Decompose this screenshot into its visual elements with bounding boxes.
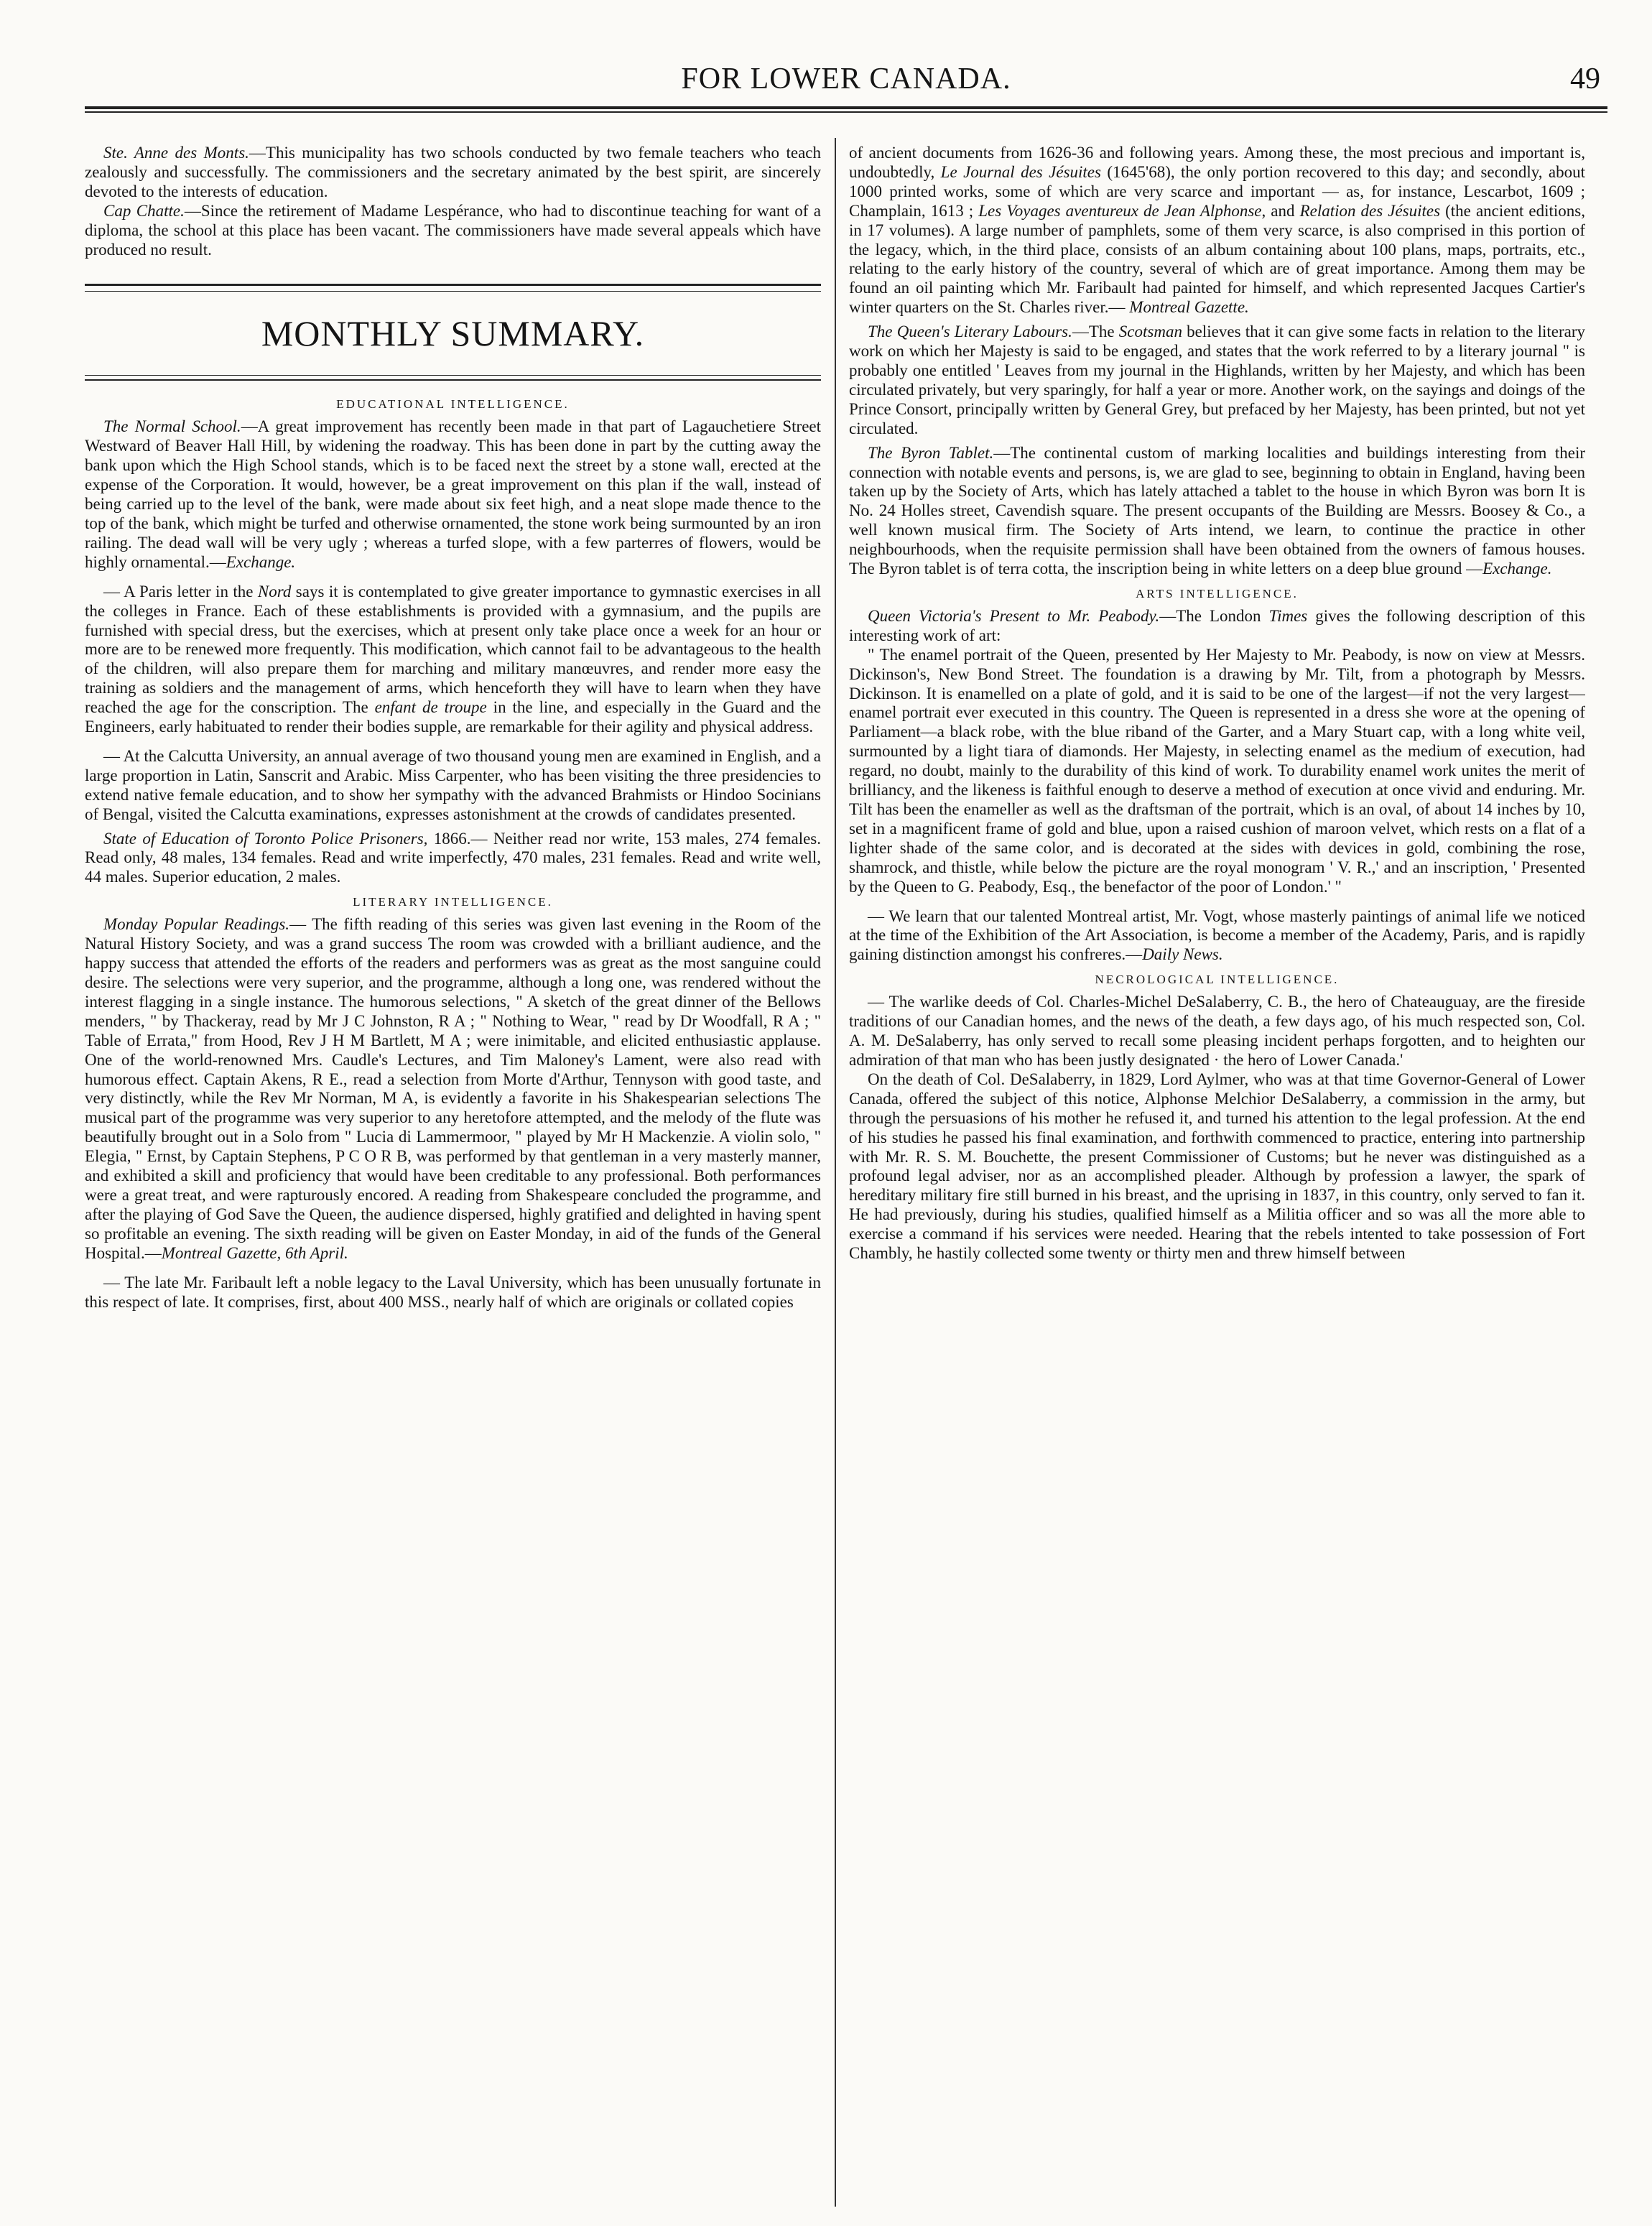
literary-intelligence-heading: LITERARY INTELLIGENCE. bbox=[353, 895, 553, 909]
summary-rule-bottom bbox=[85, 375, 821, 381]
right-column bbox=[849, 144, 1585, 2198]
column-divider bbox=[835, 138, 836, 2207]
byron-tablet-heading: The Byron Tablet. bbox=[868, 443, 994, 462]
toronto-paragraph: State of Education of Toronto Police Prisoners, 1866.— Neither read nor write, 153 males, 274 females. Read only, 48 males, 134 females. Read and write imperfectly, 470 males, 231 females. Read and write well, 44 males. Superior education, 2 males. bbox=[85, 829, 821, 886]
queens-labours-heading: The Queen's Literary Labours. bbox=[868, 323, 1072, 341]
normal-school-heading: The Normal School. bbox=[103, 417, 241, 436]
educational-intelligence-heading: EDUCATIONAL INTELLIGENCE. bbox=[336, 397, 570, 412]
desalaberry-paragraph-1: — The warlike deeds of Col. Charles-Michel DeSalaberry, C. B., the hero of Chateauguay, are the fireside traditions of our Canadian homes, and the news of the death, a few days ago, of his much respected son, Col. A. M. DeSalaberry, has only served to recall some pleasing incident perhaps forgotten, and to heighten our admiration of that man who has been justly designated · the hero of Lower Canada.' bbox=[849, 993, 1585, 1069]
faribault-continued-paragraph: of ancient documents from 1626-36 and following years. Among these, the most precious and important is, undoubtedly, Le Journal des Jésuites (1645'68), the only portion recovered to this day; and secondly, about 1000 printed works, some of which are very scarce and important — as, for instance, Lescarbot, 1609 ; Champlain, 1613 ; Les Voyages aventureux de Jean Alphonse, and Relation des Jésuites (the ancient editions, in 17 volumes). A large number of pamphlets, some of them very scarce, is also comprised in this portion of the legacy, which, in the third place, consists of an album containing about 100 plans, maps, portraits, etc., relating to the early history of the country, several of which are of great importance. Among them may be found an oil painting which Mr. Faribault had painted for himself, and which represented Jacques Cartier's winter quarters on the St. Charles river.— Montreal Gazette. bbox=[849, 144, 1585, 317]
necrological-intelligence-heading: NECROLOGICAL INTELLIGENCE. bbox=[1095, 973, 1340, 987]
normal-school-paragraph: The Normal School.—A great improvement has recently been made in that part of Lagauchetiere Street Westward of Beaver Hall Hill, by widening the roadway. This has been done in part by the cutting away the bank upon which the High School stands, which is to be faced next the street by a stone wall, erected at the expense of the Corporation. It would, however, be a great improvement on this plan if the wall, instead of being carried up to the level of the bank, were made about six feet high, and a neat slope made thence to the top of the bank, which might be turfed and otherwise ornamented, the stone work being surmounted by an iron railing. The dead wall will be very ugly ; whereas a turfed slope, with a few parterres of flowers, would be highly ornamental.—Exchange. bbox=[85, 417, 821, 571]
calcutta-paragraph: — At the Calcutta University, an annual average of two thousand young men are examined in English, and a large proportion in Latin, Sanscrit and Arabic. Miss Carpenter, who has been visiting the three presidencies to extend native female education, and to show her sympathy with the advanced Brahmists or Hindoo Socinians of Bengal, visited the Calcutta examinations, expresses astonishment at the crowds of candidates presented. bbox=[85, 746, 821, 823]
cap-chatte-paragraph: Cap Chatte.—Since the retirement of Madame Lespérance, who had to discontinue teaching for want of a diploma, the school at this place has been vacant. The commissioners have made several appeals which have produced no result. bbox=[85, 201, 821, 259]
enamel-portrait-quote: " The enamel portrait of the Queen, presented by Her Majesty to Mr. Peabody, is now on view at Messrs. Dickinson's, New Bond Street. The foundation is a drawing by Mr. Tilt, from a photograph by Messrs. Dickinson. It is enamelled on a plate of gold, and it is said to be one of the largest—if not the very largest—enamel portrait ever executed in this country. The Queen is represented in a dress she wore at the opening of Parliament—a black robe, with the blue riband of the Garter, and a Mary Stuart cap, with a long white veil, surmounted by a light tiara of diamonds. Her Majesty, in selecting enamel as the medium of execution, had regard, no doubt, mainly to the durability of this kind of work. To durability enamel work unites the merit of brilliancy, and the likeness is faithful enough to deserve a method of execution at once vivid and enduring. Mr. Tilt has been the enameller as well as the draftsman of the portrait, which is an oval, of about 14 inches by 10, set in a magnificent frame of gold and blue, upon a raised cushion of maroon velvet, which rests on a flat of a lighter shade of the same color, and is decorated at the sides with devices in gold, combining the rose, shamrock, and thistle, while below the picture are the royal monogram ' V. R.,' and an inscription, ' Presented by the Queen to G. Peabody, Esq., the benefactor of the poor of London.' " bbox=[849, 645, 1585, 896]
page-header bbox=[85, 56, 1607, 101]
queen-victoria-heading: Queen Victoria's Present to Mr. Peabody. bbox=[868, 606, 1160, 625]
page-number: 49 bbox=[1570, 62, 1600, 96]
desalaberry-paragraph-2: On the death of Col. DeSalaberry, in 1829, Lord Aylmer, who was at that time Governor-General of Lower Canada, offered the subject of this notice, Alphonse Melchior DeSalaberry, a commission in the army, but through the persuasions of his mother he refused it, and turned his attention to the legal profession. At the end of his studies he passed his final examination, and forthwith commenced to practice, entering into partnership with Mr. R. S. M. Bouchette, the present Commissioner of Customs; but he never was distinguished as a profound legal adviser, nor as an accomplished pleader. Although by profession a lawyer, the spark of hereditary military fire still burned in his breast, and the uprising in 1837, in this country, only served to fan it. He had previously, during his studies, qualified himself as a Militia officer and so was all the more able to exercise a command if his services were needed. Hearing that the rebels intented to take possession of Fort Chambly, he hastily collected some twenty or thirty men and threw himself between bbox=[849, 1070, 1585, 1263]
monday-readings-paragraph: Monday Popular Readings.— The fifth reading of this series was given last evening in the Room of the Natural History Society, and was a grand success The room was crowded with a brilliant audience, and the happy success that attended the efforts of the readers and performers was as great as the most sanguine could desire. The selections were very superior, and the programme, although a long one, was rendered without the interest flagging in a single instance. The humorous selections, " A sketch of the great dinner of the Bellows menders, " by Thackeray, read by Mr J C Johnston, R A ; " Nothing to Wear, " read by Dr Woodfall, R A ; " Table of Errata," from Hood, Rev J H M Bartlett, M A ; were inimitable, and elicited enthusiastic applause. One of the world-renowned Mrs. Caudle's Lectures, and Tim Maloney's Lament, were also read with humorous effect. Captain Akens, R E., read a selection from Morte d'Arthur, Tennyson with good taste, and very distinctly, while the Rev Mr Norman, M A, is evidently a favorite in his Shakespearian selections The musical part of the programme was very superior to any heretofore attempted, and the melody of the flute was beautifully brought out in a Solo from " Lucia di Lammermoor, " played by Mr H Mackenzie. A violin solo, " Elegia, " Ernst, by Captain Stephens, P C O R B, was performed by that gentleman in a very masterly manner, and exhibited a skill and proficiency that would have been creditable to any professional. Both performances were a great treat, and were rapturously encored. A reading from Shakespeare concluded the programme, and after the playing of God Save the Queen, the audience dispersed, highly gratified and delighted in having spent so profitable an evening. The sixth reading will be given on Easter Monday, in aid of the funds of the General Hospital.—Montreal Gazette, 6th April. bbox=[85, 915, 821, 1262]
queen-victoria-paragraph: Queen Victoria's Present to Mr. Peabody.—The London Times gives the following description of this interesting work of art: bbox=[849, 606, 1585, 644]
monday-readings-heading: Monday Popular Readings. bbox=[103, 915, 290, 934]
header-rule bbox=[85, 106, 1607, 113]
paris-paragraph: — A Paris letter in the Nord says it is contemplated to give greater importance to gymnastic exercises in all the colleges in France. Each of these establishments is provided with a gymnasium, and the pupils are furnished with special dress, but the exercises, which at present only take place once a week for an hour or more are to be renewed more frequently. This modification, which cannot fail to be advantageous to the health of the children, will also prepare them for marching and military manœuvres, and render more easy the training as soldiers and the management of arms, which henceforth they will have to learn when they have reached the age for the conscription. The enfant de troupe in the line, and especially in the Guard and the Engineers, early habituated to render their bodies supple, are remarkable for their agility and physical address. bbox=[85, 582, 821, 736]
ste-anne-heading: Ste. Anne des Monts. bbox=[103, 144, 249, 162]
cap-chatte-heading: Cap Chatte. bbox=[103, 201, 185, 220]
queens-labours-paragraph: The Queen's Literary Labours.—The Scotsman believes that it can give some facts in relation to the literary work on which her Majesty is said to be engaged, and states that the work referred to by a literary journal " is probably one entitled ' Leaves from my journal in the Highlands, written by her Majesty, and which has been circulated privately, but very sparingly, for half a year or more. Another work, on the sayings and doings of the Prince Consort, principally written by General Grey, but prefaced by her Majesty, has been printed, but not yet circulated. bbox=[849, 323, 1585, 437]
summary-rule-top bbox=[85, 284, 821, 292]
byron-tablet-paragraph: The Byron Tablet.—The continental custom of marking localities and buildings interesting from their connection with notable events and persons, is, we are glad to see, beginning to obtain in England, having been taken up by the Society of Arts, which has lately attached a tablet to the house in which Byron was born It is No. 24 Holles street, Cavendish square. The present occupants of the Building are Messrs. Boosey & Co., a well known musical firm. The Society of Arts intend, we learn, to continue the practice in other neighbourhoods, when the requisite permission shall have been obtained from the owners of famous houses. The Byron tablet is of terra cotta, the inscription being in white letters on a deep blue ground —Exchange. bbox=[849, 443, 1585, 578]
running-title: FOR LOWER CANADA. bbox=[681, 62, 1011, 96]
monthly-summary-block bbox=[85, 284, 821, 381]
ste-anne-paragraph: Ste. Anne des Monts.—This municipality has two schools conducted by two female teachers who teach zealously and successfully. The commissioners and the secretary animated by the best spirit, are sincerely devoted to the interests of education. bbox=[85, 144, 821, 200]
vogt-paragraph: — We learn that our talented Montreal artist, Mr. Vogt, whose masterly paintings of animal life we noticed at the time of the Exhibition of the Art Association, is become a member of the Academy, Paris, and is rapidly gaining distinction amongst his confreres.—Daily News. bbox=[849, 906, 1585, 964]
monthly-summary-title: MONTHLY SUMMARY. bbox=[261, 313, 645, 354]
left-column bbox=[85, 144, 821, 2198]
toronto-heading: State of Education of Toronto Police Prisoners, bbox=[103, 829, 428, 848]
arts-intelligence-heading: ARTS INTELLIGENCE. bbox=[1136, 586, 1299, 600]
faribault-paragraph: — The late Mr. Faribault left a noble legacy to the Laval University, which has been unusually fortunate in this respect of late. It comprises, first, about 400 MSS., nearly half of which are originals or collated copies bbox=[85, 1273, 821, 1311]
